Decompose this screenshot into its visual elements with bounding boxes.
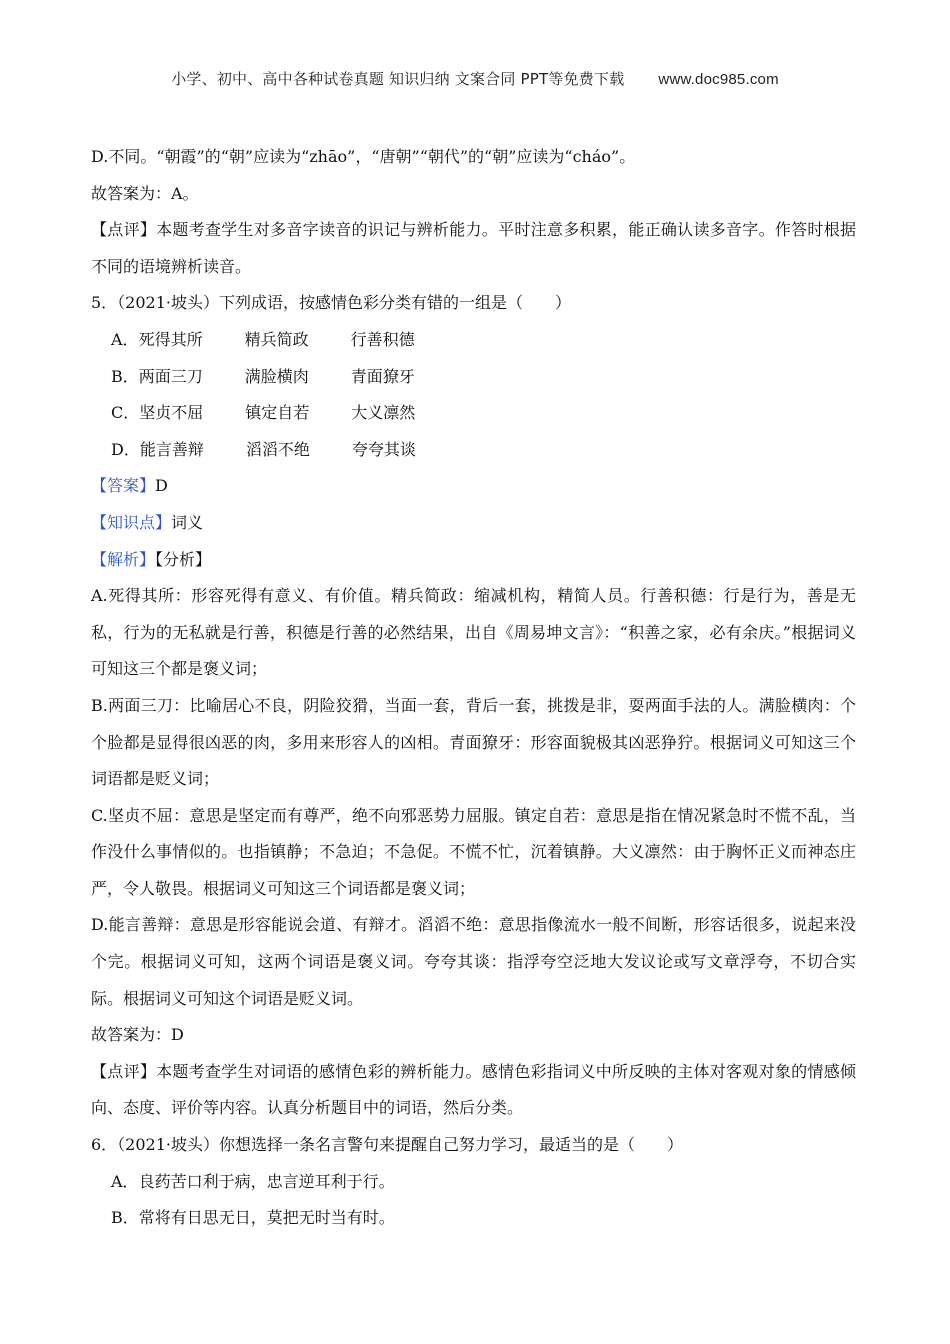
option-word: 精兵简政 xyxy=(244,329,309,349)
option-word: 能言善辩 xyxy=(139,439,204,459)
q5-option-b xyxy=(91,359,856,396)
option-word: 夸夸其谈 xyxy=(351,439,416,459)
q5-comment xyxy=(91,1054,856,1127)
comment-text: 本题考查学生对多音字读音的识记与辨析能力。平时注意多积累，能正确认读多音字。作答时根据不同的语境辨析读音。 xyxy=(91,220,856,276)
option-word: 满脸横肉 xyxy=(244,366,309,386)
q4-option-d-explanation: D.不同。“朝霞”的“朝”应读为“zhāo”，“唐朝”“朝代”的“朝”应读为“cháo”。 xyxy=(91,147,636,166)
analysis-subtag: 【分析】 xyxy=(155,549,212,569)
document-body xyxy=(91,139,856,1237)
q5-analysis-d: D.能言善辩：意思是形容能说会道、有辩才。滔滔不绝：意思指像流水一般不间断，形容话很多，说起来没个完。根据词义可知，这两个词语是褒义词。夸夸其谈：指浮夸空泛地大发议论或写文章浮夸，不切合实际。根据词义可知这个词语是贬义词。 xyxy=(91,915,856,1008)
comment-tag: 【点评】 xyxy=(91,1061,157,1081)
header-tagline: 小学、初中、高中各种试卷真题 知识归纳 文案合同 PPT等免费下载 xyxy=(171,70,625,88)
option-label: C． xyxy=(111,403,140,423)
q4-final-answer: 故答案为：A。 xyxy=(91,183,199,203)
option-label: A． xyxy=(111,1171,139,1191)
option-word: 大义凛然 xyxy=(351,403,416,423)
q5-analysis-a: A.死得其所：形容死得有意义、有价值。精兵简政：缩减机构，精简人员。行善积德：行是行为，善是无私，行为的无私就是行善，积德是行善的必然结果，出自《周易坤文言》：“积善之家，必有余庆。”根据词义可知这三个都是褒义词； xyxy=(91,586,856,679)
option-label: D． xyxy=(111,439,140,459)
option-word: 镇定自若 xyxy=(245,403,310,423)
q5-option-a xyxy=(91,322,856,359)
option-word: 行善积德 xyxy=(350,329,415,349)
q5-option-d xyxy=(91,432,856,469)
q5-analysis-c: C.坚贞不屈：意思是坚定而有尊严，绝不向邪恶势力屈服。镇定自若：意思是指在情况紧急时不慌不乱，当作没什么事情似的。也指镇静；不急迫；不急促。不慌不忙，沉着镇静。大义凛然：由于胸怀正义而神态庄严，令人敬畏。根据词义可知这三个词语都是褒义词； xyxy=(91,805,856,898)
q5-stem: 5．（2021·坡头）下列成语，按感情色彩分类有错的一组是（ ） xyxy=(91,293,571,313)
option-word: 青面獠牙 xyxy=(350,366,415,386)
option-label: B． xyxy=(111,366,139,386)
header-site-link[interactable]: www.doc985.com xyxy=(658,71,779,88)
option-label: A． xyxy=(111,329,139,349)
q5-knowledge-point xyxy=(91,505,856,542)
q5-analysis-heading xyxy=(91,542,856,579)
option-word: 两面三刀 xyxy=(138,366,203,386)
q5-analysis-b: B.两面三刀：比喻居心不良，阴险狡猾，当面一套，背后一套，挑拨是非，耍两面手法的人。满脸横肉：个个脸都是显得很凶恶的肉，多用来形容人的凶相。青面獠牙：形容面貌极其凶恶狰狞。根据词义可知这三个词语都是贬义词； xyxy=(91,695,856,789)
answer-value: D xyxy=(155,476,168,496)
knowledge-tag: 【知识点】 xyxy=(91,512,172,532)
option-word: 坚贞不屈 xyxy=(139,403,204,423)
option-text: 良药苦口利于病，忠言逆耳利于行。 xyxy=(138,1171,395,1191)
option-text: 常将有日思无日，莫把无时当有时。 xyxy=(138,1208,395,1228)
option-label: B． xyxy=(111,1208,139,1228)
answer-tag: 【答案】 xyxy=(91,476,156,496)
q4-comment xyxy=(91,212,856,285)
knowledge-value: 词义 xyxy=(171,512,204,532)
comment-text: 本题考查学生对词语的感情色彩的辨析能力。感情色彩指词义中所反映的主体对客观对象的情感倾向、态度、评价等内容。认真分析题目中的词语，然后分类。 xyxy=(91,1061,856,1118)
q6-stem: 6．（2021·坡头）你想选择一条名言警句来提醒自己努力学习，最适当的是（ ） xyxy=(91,1135,683,1155)
q5-final-answer: 故答案为：D xyxy=(91,1025,184,1045)
page-header xyxy=(0,68,950,89)
q5-option-c xyxy=(91,395,856,432)
analysis-tag: 【解析】 xyxy=(91,549,156,569)
option-word: 滔滔不绝 xyxy=(245,439,310,459)
q6-option-a xyxy=(91,1164,856,1201)
option-word: 死得其所 xyxy=(138,329,203,349)
q6-option-b xyxy=(91,1200,856,1237)
comment-tag: 【点评】 xyxy=(91,220,157,240)
q5-answer xyxy=(91,468,856,505)
